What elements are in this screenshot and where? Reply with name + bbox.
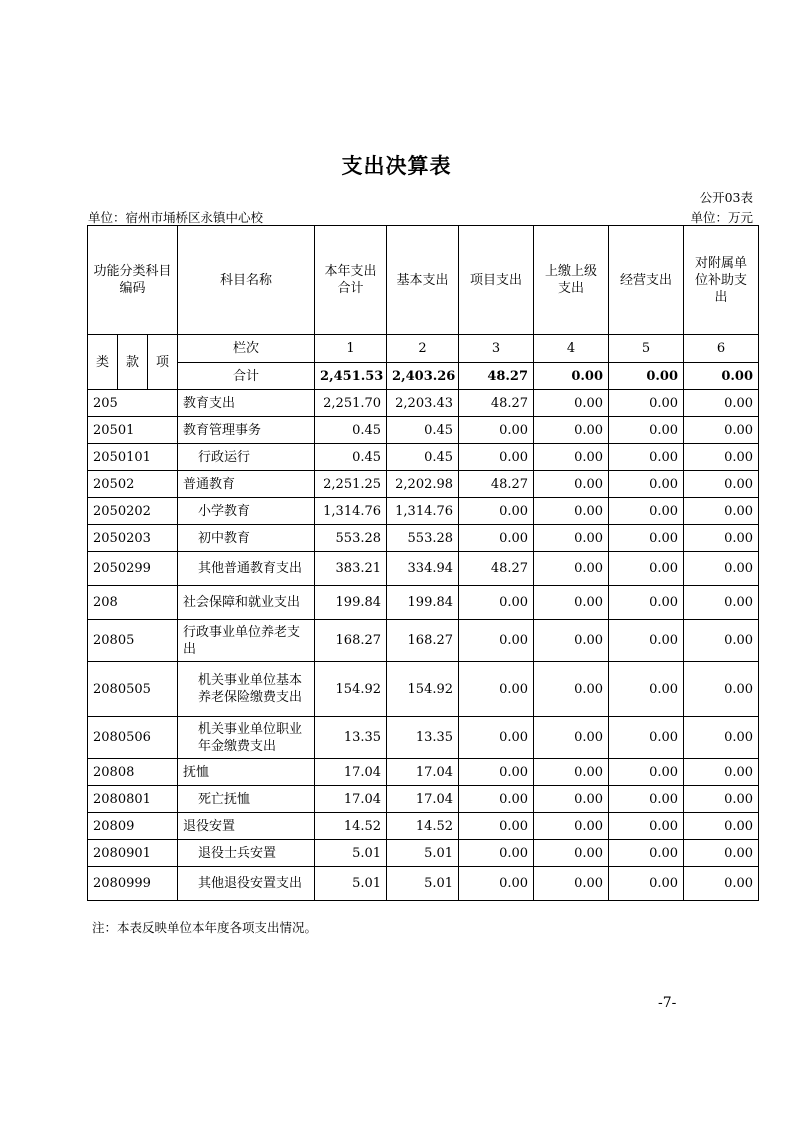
row-value-v1: 2,251.25 xyxy=(315,471,387,498)
row-code: 2050299 xyxy=(88,552,178,586)
row-value-v6: 0.00 xyxy=(684,620,759,662)
row-value-v1: 168.27 xyxy=(315,620,387,662)
row-value-v5: 0.00 xyxy=(609,498,684,525)
row-value-v6: 0.00 xyxy=(684,471,759,498)
row-value-v5: 0.00 xyxy=(609,813,684,840)
total-v6: 0.00 xyxy=(684,363,759,390)
header-row xyxy=(88,226,759,335)
row-value-v5: 0.00 xyxy=(609,390,684,417)
table-row xyxy=(88,717,759,759)
row-code: 2080999 xyxy=(88,867,178,901)
row-subject-name: 行政事业单位养老支出 xyxy=(178,620,315,662)
row-value-v5: 0.00 xyxy=(609,444,684,471)
row-value-v5: 0.00 xyxy=(609,759,684,786)
total-row xyxy=(88,363,759,390)
table-row xyxy=(88,840,759,867)
row-value-v5: 0.00 xyxy=(609,552,684,586)
row-value-v3: 0.00 xyxy=(459,498,534,525)
row-value-v4: 0.00 xyxy=(534,620,609,662)
row-value-v6: 0.00 xyxy=(684,525,759,552)
row-subject-name: 退役安置 xyxy=(178,813,315,840)
row-value-v6: 0.00 xyxy=(684,417,759,444)
row-value-v2: 13.35 xyxy=(387,717,459,759)
row-value-v5: 0.00 xyxy=(609,786,684,813)
row-value-v6: 0.00 xyxy=(684,786,759,813)
row-value-v3: 0.00 xyxy=(459,525,534,552)
col-number-3: 3 xyxy=(459,335,534,363)
row-code: 20808 xyxy=(88,759,178,786)
row-value-v2: 0.45 xyxy=(387,417,459,444)
row-value-v1: 1,314.76 xyxy=(315,498,387,525)
row-value-v1: 17.04 xyxy=(315,786,387,813)
row-value-v2: 199.84 xyxy=(387,586,459,620)
total-label: 合计 xyxy=(178,363,315,390)
col-number-6: 6 xyxy=(684,335,759,363)
table-row xyxy=(88,552,759,586)
total-v5: 0.00 xyxy=(609,363,684,390)
col-number-5: 5 xyxy=(609,335,684,363)
row-value-v5: 0.00 xyxy=(609,417,684,444)
row-subject-name: 退役士兵安置 xyxy=(178,840,315,867)
total-v4: 0.00 xyxy=(534,363,609,390)
table-row xyxy=(88,813,759,840)
row-code: 208 xyxy=(88,586,178,620)
row-code: 2080506 xyxy=(88,717,178,759)
row-value-v3: 48.27 xyxy=(459,471,534,498)
row-value-v2: 334.94 xyxy=(387,552,459,586)
row-value-v1: 17.04 xyxy=(315,759,387,786)
row-value-v6: 0.00 xyxy=(684,717,759,759)
table-row xyxy=(88,444,759,471)
row-value-v2: 0.45 xyxy=(387,444,459,471)
row-subject-name: 初中教育 xyxy=(178,525,315,552)
row-code: 20502 xyxy=(88,471,178,498)
row-value-v2: 5.01 xyxy=(387,840,459,867)
row-value-v4: 0.00 xyxy=(534,390,609,417)
row-value-v6: 0.00 xyxy=(684,586,759,620)
page-title: 支出决算表 xyxy=(341,154,452,178)
col-number-2: 2 xyxy=(387,335,459,363)
header-lanci: 栏次 xyxy=(178,335,315,363)
row-code: 2080901 xyxy=(88,840,178,867)
row-code: 205 xyxy=(88,390,178,417)
row-value-v3: 0.00 xyxy=(459,717,534,759)
header-col5: 经营支出 xyxy=(609,226,684,335)
row-value-v1: 199.84 xyxy=(315,586,387,620)
row-value-v4: 0.00 xyxy=(534,471,609,498)
column-number-row xyxy=(88,335,759,363)
row-value-v5: 0.00 xyxy=(609,840,684,867)
table-row xyxy=(88,417,759,444)
row-value-v5: 0.00 xyxy=(609,586,684,620)
header-lei: 类 xyxy=(88,335,118,390)
row-code: 2050203 xyxy=(88,525,178,552)
row-value-v3: 0.00 xyxy=(459,620,534,662)
header-col4: 上缴上级支出 xyxy=(534,226,609,335)
row-value-v2: 5.01 xyxy=(387,867,459,901)
col-number-1: 1 xyxy=(315,335,387,363)
row-value-v2: 168.27 xyxy=(387,620,459,662)
row-subject-name: 行政运行 xyxy=(178,444,315,471)
row-value-v3: 0.00 xyxy=(459,867,534,901)
table-row xyxy=(88,471,759,498)
row-value-v4: 0.00 xyxy=(534,717,609,759)
reporting-unit: 单位：宿州市埇桥区永镇中心校 xyxy=(88,210,264,225)
row-value-v4: 0.00 xyxy=(534,552,609,586)
row-value-v4: 0.00 xyxy=(534,662,609,717)
row-value-v5: 0.00 xyxy=(609,620,684,662)
row-value-v2: 2,203.43 xyxy=(387,390,459,417)
col-number-4: 4 xyxy=(534,335,609,363)
row-value-v2: 2,202.98 xyxy=(387,471,459,498)
row-value-v6: 0.00 xyxy=(684,867,759,901)
row-value-v3: 0.00 xyxy=(459,759,534,786)
row-code: 2080801 xyxy=(88,786,178,813)
form-number: 公开03表 xyxy=(699,190,753,205)
header-col2: 基本支出 xyxy=(387,226,459,335)
table-row xyxy=(88,786,759,813)
row-value-v6: 0.00 xyxy=(684,840,759,867)
row-subject-name: 抚恤 xyxy=(178,759,315,786)
footnote: 注：本表反映单位本年度各项支出情况。 xyxy=(92,920,318,935)
row-value-v2: 154.92 xyxy=(387,662,459,717)
table-row xyxy=(88,390,759,417)
row-subject-name: 死亡抚恤 xyxy=(178,786,315,813)
row-value-v4: 0.00 xyxy=(534,417,609,444)
row-value-v5: 0.00 xyxy=(609,867,684,901)
row-value-v2: 553.28 xyxy=(387,525,459,552)
row-value-v4: 0.00 xyxy=(534,786,609,813)
currency-unit: 单位：万元 xyxy=(690,210,753,225)
row-value-v6: 0.00 xyxy=(684,444,759,471)
row-value-v5: 0.00 xyxy=(609,471,684,498)
table-row xyxy=(88,525,759,552)
expenditure-table xyxy=(87,225,759,901)
row-subject-name: 社会保障和就业支出 xyxy=(178,586,315,620)
row-value-v4: 0.00 xyxy=(534,813,609,840)
total-v3: 48.27 xyxy=(459,363,534,390)
row-value-v4: 0.00 xyxy=(534,586,609,620)
row-value-v1: 0.45 xyxy=(315,417,387,444)
row-code: 2050202 xyxy=(88,498,178,525)
row-value-v1: 14.52 xyxy=(315,813,387,840)
row-subject-name: 普通教育 xyxy=(178,471,315,498)
header-xiang: 项 xyxy=(148,335,178,390)
row-value-v3: 0.00 xyxy=(459,417,534,444)
row-value-v4: 0.00 xyxy=(534,867,609,901)
row-value-v3: 0.00 xyxy=(459,662,534,717)
total-v2: 2,403.26 xyxy=(387,363,459,390)
row-subject-name: 其他普通教育支出 xyxy=(178,552,315,586)
row-value-v4: 0.00 xyxy=(534,525,609,552)
row-subject-name: 机关事业单位职业年金缴费支出 xyxy=(178,717,315,759)
row-subject-name: 教育支出 xyxy=(178,390,315,417)
row-value-v6: 0.00 xyxy=(684,498,759,525)
row-code: 20809 xyxy=(88,813,178,840)
header-func-code: 功能分类科目编码 xyxy=(88,226,178,335)
row-value-v2: 17.04 xyxy=(387,759,459,786)
row-value-v3: 0.00 xyxy=(459,786,534,813)
row-value-v2: 17.04 xyxy=(387,786,459,813)
row-value-v6: 0.00 xyxy=(684,552,759,586)
row-value-v5: 0.00 xyxy=(609,717,684,759)
header-col6: 对附属单位补助支出 xyxy=(684,226,759,335)
row-value-v5: 0.00 xyxy=(609,525,684,552)
row-code: 20501 xyxy=(88,417,178,444)
header-col3: 项目支出 xyxy=(459,226,534,335)
row-value-v6: 0.00 xyxy=(684,662,759,717)
row-value-v1: 5.01 xyxy=(315,867,387,901)
row-value-v4: 0.00 xyxy=(534,444,609,471)
table-row xyxy=(88,620,759,662)
row-value-v3: 48.27 xyxy=(459,390,534,417)
table-row xyxy=(88,498,759,525)
row-value-v4: 0.00 xyxy=(534,759,609,786)
row-value-v1: 2,251.70 xyxy=(315,390,387,417)
table-row xyxy=(88,586,759,620)
header-kuan: 款 xyxy=(118,335,148,390)
row-value-v1: 553.28 xyxy=(315,525,387,552)
row-value-v1: 5.01 xyxy=(315,840,387,867)
table-row xyxy=(88,867,759,901)
row-value-v1: 13.35 xyxy=(315,717,387,759)
row-value-v6: 0.00 xyxy=(684,759,759,786)
row-code: 2050101 xyxy=(88,444,178,471)
row-value-v3: 0.00 xyxy=(459,444,534,471)
row-subject-name: 教育管理事务 xyxy=(178,417,315,444)
row-value-v5: 0.00 xyxy=(609,662,684,717)
row-value-v1: 154.92 xyxy=(315,662,387,717)
row-value-v3: 0.00 xyxy=(459,840,534,867)
row-value-v2: 1,314.76 xyxy=(387,498,459,525)
total-v1: 2,451.53 xyxy=(315,363,387,390)
row-code: 20805 xyxy=(88,620,178,662)
table-row xyxy=(88,662,759,717)
header-col1: 本年支出合计 xyxy=(315,226,387,335)
row-value-v3: 0.00 xyxy=(459,586,534,620)
row-value-v3: 48.27 xyxy=(459,552,534,586)
header-subject-name: 科目名称 xyxy=(178,226,315,335)
row-value-v1: 383.21 xyxy=(315,552,387,586)
table-row xyxy=(88,759,759,786)
row-code: 2080505 xyxy=(88,662,178,717)
row-subject-name: 其他退役安置支出 xyxy=(178,867,315,901)
row-value-v2: 14.52 xyxy=(387,813,459,840)
row-value-v6: 0.00 xyxy=(684,813,759,840)
row-value-v6: 0.00 xyxy=(684,390,759,417)
row-subject-name: 机关事业单位基本养老保险缴费支出 xyxy=(178,662,315,717)
row-subject-name: 小学教育 xyxy=(178,498,315,525)
row-value-v4: 0.00 xyxy=(534,498,609,525)
row-value-v1: 0.45 xyxy=(315,444,387,471)
row-value-v4: 0.00 xyxy=(534,840,609,867)
page-number: -7- xyxy=(658,995,677,1011)
row-value-v3: 0.00 xyxy=(459,813,534,840)
